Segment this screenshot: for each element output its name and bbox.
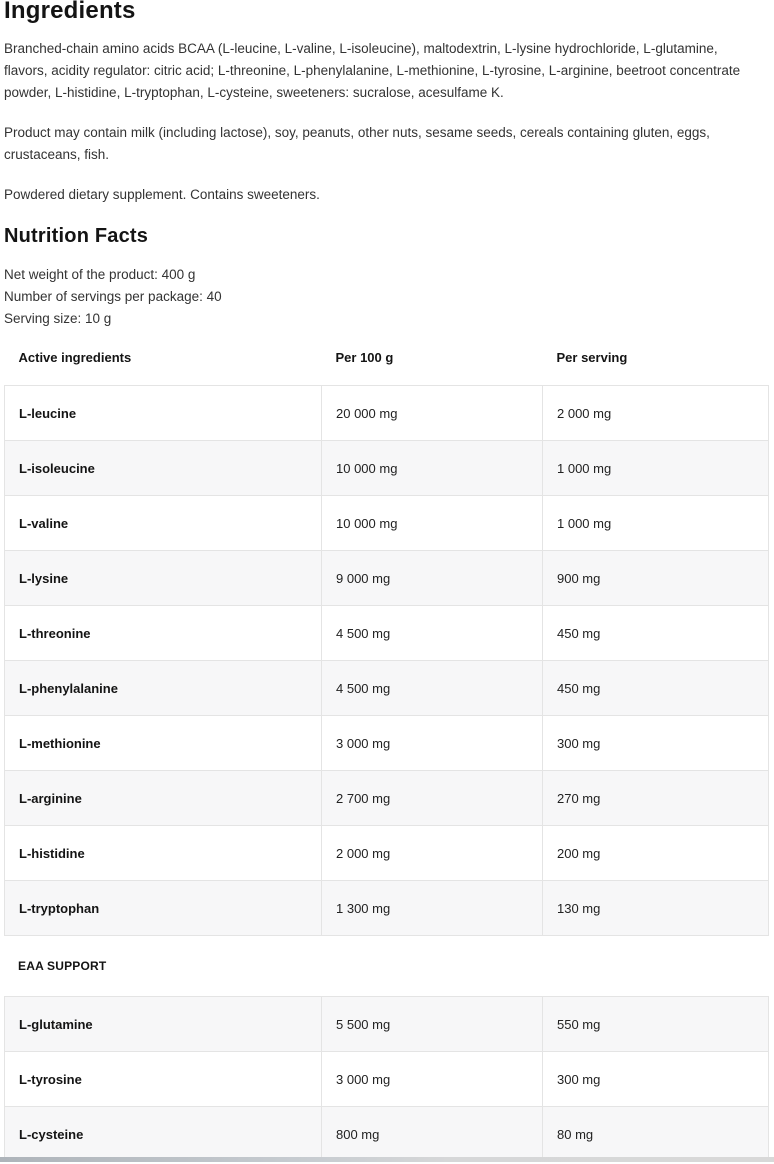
table-row: [5, 716, 769, 771]
net-weight-text: Net weight of the product: 400 g: [4, 267, 196, 282]
per-serving-value: 900 mg: [543, 551, 769, 606]
table-row: [5, 606, 769, 661]
ingredient-name: L-leucine: [5, 386, 322, 441]
per-100g-value: 10 000 mg: [322, 496, 543, 551]
supplement-note-text: Powdered dietary supplement. Contains sweeteners.: [4, 187, 320, 202]
per-serving-value: 270 mg: [543, 771, 769, 826]
per-serving-value: 1 000 mg: [543, 441, 769, 496]
per-100g-value: 5 500 mg: [322, 997, 543, 1052]
ingredient-name: L-tyrosine: [5, 1052, 322, 1107]
eaa-support-section-label: EAA SUPPORT: [18, 959, 107, 973]
table-row: [5, 551, 769, 606]
ingredient-name: L-glutamine: [5, 997, 322, 1052]
nutrition-facts-heading: Nutrition Facts: [4, 225, 149, 247]
per-serving-value: 1 000 mg: [543, 496, 769, 551]
per-100g-value: 9 000 mg: [322, 551, 543, 606]
allergen-warning-text: Product may contain milk (including lactose), soy, peanuts, other nuts, sesame seeds, cereals containing gluten, eggs, crustaceans, fish.: [4, 125, 710, 162]
per-serving-value: 550 mg: [543, 997, 769, 1052]
per-serving-value: 450 mg: [543, 606, 769, 661]
column-header-per-100g: Per 100 g: [322, 330, 543, 386]
eaa-support-table: [4, 996, 769, 1162]
per-serving-value: 300 mg: [543, 1052, 769, 1107]
column-header-per-serving: Per serving: [543, 330, 769, 386]
per-100g-value: 2 700 mg: [322, 771, 543, 826]
serving-size-text: Serving size: 10 g: [4, 311, 112, 326]
table-row: [5, 1107, 769, 1162]
ingredient-name: L-tryptophan: [5, 881, 322, 936]
ingredient-name: L-cysteine: [5, 1107, 322, 1162]
ingredient-name: L-lysine: [5, 551, 322, 606]
servings-per-package-text: Number of servings per package: 40: [4, 289, 222, 304]
table-row: [5, 386, 769, 441]
ingredients-heading: Ingredients: [4, 0, 136, 24]
column-header-active-ingredients: Active ingredients: [5, 330, 322, 386]
ingredient-name: L-threonine: [5, 606, 322, 661]
per-serving-value: 130 mg: [543, 881, 769, 936]
table-row: [5, 826, 769, 881]
ingredient-name: L-histidine: [5, 826, 322, 881]
per-100g-value: 2 000 mg: [322, 826, 543, 881]
per-100g-value: 4 500 mg: [322, 606, 543, 661]
table-row: [5, 661, 769, 716]
per-100g-value: 20 000 mg: [322, 386, 543, 441]
ingredient-name: L-isoleucine: [5, 441, 322, 496]
per-serving-value: 300 mg: [543, 716, 769, 771]
per-serving-value: 450 mg: [543, 661, 769, 716]
nutrition-meta: [4, 264, 766, 330]
per-100g-value: 1 300 mg: [322, 881, 543, 936]
ingredient-name: L-methionine: [5, 716, 322, 771]
per-100g-value: 10 000 mg: [322, 441, 543, 496]
ingredients-composition-text: Branched-chain amino acids BCAA (L-leucine, L-valine, L-isoleucine), maltodextrin, L-lysine hydrochloride, L-glutamine, flavors, acidity regulator: citric acid; L-threonine, L-phenylalanine, L-methionine, L-tyrosine, L-arginine, beetroot concentrate powder, L-histidine, L-tryptophan, L-cysteine, sweeteners: sucralose, acesulfame K.: [4, 41, 741, 100]
ingredient-name: L-valine: [5, 496, 322, 551]
per-100g-value: 800 mg: [322, 1107, 543, 1162]
table-row: [5, 441, 769, 496]
bottom-section-edge: [0, 1157, 774, 1162]
table-row: [5, 997, 769, 1052]
ingredient-name: L-arginine: [5, 771, 322, 826]
ingredient-name: L-phenylalanine: [5, 661, 322, 716]
table-row: [5, 1052, 769, 1107]
per-100g-value: 4 500 mg: [322, 661, 543, 716]
table-row: [5, 881, 769, 936]
table-header-row: [5, 330, 769, 386]
per-100g-value: 3 000 mg: [322, 716, 543, 771]
per-serving-value: 80 mg: [543, 1107, 769, 1162]
per-serving-value: 2 000 mg: [543, 386, 769, 441]
active-ingredients-table: [4, 330, 769, 936]
per-100g-value: 3 000 mg: [322, 1052, 543, 1107]
table-row: [5, 496, 769, 551]
table-row: [5, 771, 769, 826]
per-serving-value: 200 mg: [543, 826, 769, 881]
